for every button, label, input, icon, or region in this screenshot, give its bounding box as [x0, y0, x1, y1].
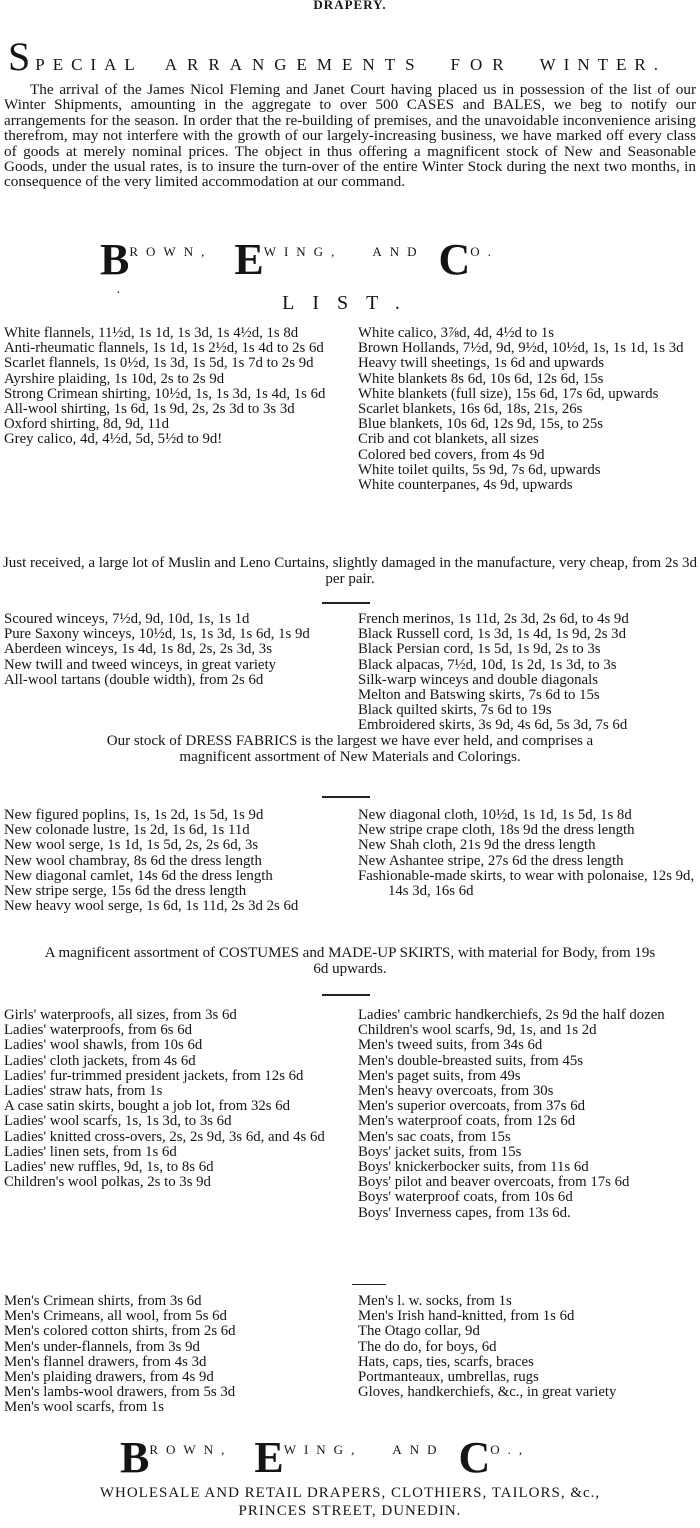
list-item: Ladies' wool shawls, from 10s 6d	[4, 1037, 203, 1054]
list-item: A case satin skirts, bought a job lot, from 32s 6d	[4, 1098, 291, 1115]
section-1-right	[358, 326, 696, 493]
list-item: New diagonal cloth, 10½d, 1s 1d, 1s 5d, 1s 8d	[358, 807, 632, 823]
headline	[8, 34, 696, 79]
footer-trades: WHOLESALE AND RETAIL DRAPERS, CLOTHIERS, TAILORS, &c.,	[99, 1485, 601, 1501]
list-item: New wool chambray, 8s 6d the dress length	[4, 852, 262, 869]
list-item: French merinos, 1s 11d, 2s 3d, 2s 6d, to 4s 9d	[358, 611, 629, 627]
firm-and: AND	[392, 1442, 445, 1457]
list-item: Men's sac coats, from 15s	[358, 1128, 511, 1145]
firm-wing: WING,	[263, 244, 343, 259]
firm-rown: ROWN,	[129, 244, 213, 259]
list-item: New stripe crape cloth, 18s 9d the dress length	[358, 822, 635, 839]
divider-rule	[322, 994, 370, 996]
list-item: Black Persian cord, 1s 5d, 1s 9d, 2s to 3s	[358, 641, 601, 658]
list-item: Men's tweed suits, from 34s 6d	[358, 1037, 543, 1054]
section-2-note: Our stock of DRESS FABRICS is the largest we have ever held, and comprises a magnificent assortment of New Materials and Colorings.	[106, 733, 594, 765]
list-item: White flannels, 11½d, 1s 1d, 1s 3d, 1s 4½d, 1s 8d	[4, 325, 299, 341]
list-item: Aberdeen winceys, 1s 4d, 1s 8d, 2s, 2s 3d, 3s	[4, 641, 272, 658]
list-item: Ladies' cambric handkerchiefs, 2s 9d the half dozen	[358, 1007, 665, 1023]
list-item: New colonade lustre, 1s 2d, 1s 6d, 1s 11d	[4, 822, 250, 839]
list-item: Blue blankets, 10s 6d, 12s 9d, 15s, to 25s	[358, 416, 603, 433]
list-item: Strong Crimean shirting, 10½d, 1s, 1s 3d, 1s 4d, 1s 6d	[4, 385, 326, 402]
list-item: Black Russell cord, 1s 3d, 1s 4d, 1s 9d, 2s 3d	[358, 626, 626, 643]
list-item: Heavy twill sheetings, 1s 6d and upwards	[358, 355, 605, 372]
firm-o: O.	[470, 244, 499, 259]
list-item: Men's paget suits, from 49s	[358, 1067, 521, 1084]
list-item: Ladies' new ruffles, 9d, 1s, to 8s 6d	[4, 1159, 214, 1176]
list-item: Men's Crimeans, all wool, from 5s 6d	[4, 1308, 227, 1325]
firm-o: O.,	[490, 1442, 531, 1457]
list-item: Men's heavy overcoats, from 30s	[358, 1083, 554, 1100]
list-item: Grey calico, 4d, 4½d, 5d, 5½d to 9d!	[4, 431, 223, 448]
list-item: White blankets 8s 6d, 10s 6d, 12s 6d, 15s	[358, 370, 604, 387]
list-item: Men's l. w. socks, from 1s	[358, 1293, 512, 1309]
list-item: Gloves, handkerchiefs, &c., in great variety	[358, 1384, 617, 1401]
list-item: The do do, for boys, 6d	[358, 1338, 497, 1355]
section-1-left	[4, 326, 344, 448]
list-item: Girls' waterproofs, all sizes, from 3s 6d	[4, 1007, 237, 1023]
list-item: Boys' pilot and beaver overcoats, from 17s 6d	[358, 1174, 630, 1191]
list-item: Men's under-flannels, from 3s 9d	[4, 1338, 200, 1355]
divider-rule	[322, 602, 370, 604]
headline-word-arrangements: ARRANGEMENTS	[164, 55, 425, 74]
list-item: Scarlet flannels, 1s 0½d, 1s 3d, 1s 5d, 1s 7d to 2s 9d	[4, 355, 314, 372]
firm-initial-b: B	[100, 235, 130, 284]
headline-word-for: FOR	[450, 55, 514, 74]
list-item: New Ashantee stripe, 27s 6d the dress length	[358, 852, 624, 869]
list-item: Men's Irish hand-knitted, from 1s 6d	[358, 1308, 575, 1325]
list-item: Children's wool polkas, 2s to 3s 9d	[4, 1174, 211, 1191]
list-item: White blankets (full size), 15s 6d, 17s 6d, upwards	[358, 385, 659, 402]
section-5-left	[4, 1294, 344, 1416]
list-item: Boys' Inverness capes, from 13s 6d.	[358, 1204, 571, 1221]
stray-dot: ·	[116, 286, 121, 301]
firm-wing: WING,	[283, 1442, 363, 1457]
list-item: New twill and tweed winceys, in great variety	[4, 656, 277, 673]
footer-address: PRINCES STREET, DUNEDIN.	[238, 1503, 462, 1519]
list-item: White calico, 3⅞d, 4d, 4½d to 1s	[358, 325, 555, 341]
list-item: White toilet quilts, 5s 9d, 7s 6d, upwards	[358, 461, 601, 478]
list-item: Fashionable-made skirts, to wear with polonaise, 12s 9d, 14s 3d, 16s 6d	[358, 867, 695, 900]
list-item: White counterpanes, 4s 9d, upwards	[358, 477, 573, 494]
list-item: Ayrshire plaiding, 1s 10d, 2s to 2s 9d	[4, 370, 225, 387]
list-item: New heavy wool serge, 1s 6d, 1s 11d, 2s 3d 2s 6d	[4, 898, 299, 915]
list-item: Children's wool scarfs, 9d, 1s, and 1s 2d	[358, 1022, 597, 1039]
list-item: Men's colored cotton shirts, from 2s 6d	[4, 1323, 236, 1340]
headline-word-winter: WINTER.	[539, 55, 666, 74]
list-item: Men's plaiding drawers, from 4s 9d	[4, 1369, 214, 1386]
firm-initial-c: C	[458, 1433, 491, 1482]
list-item: New wool serge, 1s 1d, 1s 5d, 2s, 2s 6d, 3s	[4, 837, 259, 854]
section-2-right	[358, 612, 696, 734]
list-item: Portmanteaux, umbrellas, rugs	[358, 1369, 539, 1386]
list-item: Black quilted skirts, 7s 6d to 19s	[358, 702, 552, 719]
list-item: New Shah cloth, 21s 9d the dress length	[358, 837, 596, 854]
list-item: Men's double-breasted suits, from 45s	[358, 1052, 583, 1069]
section-3-note: A magnificent assortment of COSTUMES and MADE-UP SKIRTS, with material for Body, from 19s 6d upwards.	[44, 945, 656, 977]
firm-initial-b: B	[120, 1433, 150, 1482]
list-item: Brown Hollands, 7½d, 9d, 9½d, 10½d, 1s, 1s 1d, 1s 3d	[358, 340, 684, 357]
list-item: Ladies' straw hats, from 1s	[4, 1083, 163, 1100]
firm-name-bottom	[120, 1433, 680, 1482]
section-4-left	[4, 1008, 344, 1190]
list-item: Boys' jacket suits, from 15s	[358, 1143, 522, 1160]
firm-initial-e: E	[234, 235, 264, 284]
list-item: New diagonal camlet, 14s 6d the dress length	[4, 867, 273, 884]
list-item: Embroidered skirts, 3s 9d, 4s 6d, 5s 3d, 7s 6d	[358, 717, 628, 734]
list-item: Ladies' waterproofs, from 6s 6d	[4, 1022, 192, 1039]
list-item: Men's Crimean shirts, from 3s 6d	[4, 1293, 202, 1309]
list-item: Boys' waterproof coats, from 10s 6d	[358, 1189, 573, 1206]
list-item: Ladies' cloth jackets, from 4s 6d	[4, 1052, 196, 1069]
list-item: Men's superior overcoats, from 37s 6d	[358, 1098, 586, 1115]
list-item: Ladies' fur-trimmed president jackets, from 12s 6d	[4, 1067, 304, 1084]
list-item: Men's lambs-wool drawers, from 5s 3d	[4, 1384, 236, 1401]
list-item: Ladies' linen sets, from 1s 6d	[4, 1143, 177, 1160]
list-item: Hats, caps, ties, scarfs, braces	[358, 1353, 534, 1370]
list-item: New stripe serge, 15s 6d the dress length	[4, 883, 247, 900]
list-item: Men's flannel drawers, from 4s 3d	[4, 1353, 207, 1370]
section-3-left	[4, 808, 344, 914]
firm-and: AND	[372, 244, 425, 259]
list-item: Ladies' wool scarfs, 1s, 1s 3d, to 3s 6d	[4, 1113, 232, 1130]
list-item: The Otago collar, 9d	[358, 1323, 480, 1340]
category-heading: DRAPERY.	[313, 0, 387, 12]
list-item: Anti-rheumatic flannels, 1s 1d, 1s 2½d, 1s 4d to 2s 6d	[4, 340, 324, 357]
firm-rown: ROWN,	[149, 1442, 233, 1457]
divider-rule	[322, 796, 370, 798]
list-item: Melton and Batswing skirts, 7s 6d to 15s	[358, 687, 600, 704]
list-item: Men's waterproof coats, from 12s 6d	[358, 1113, 576, 1130]
list-item: Scoured winceys, 7½d, 9d, 10d, 1s, 1s 1d	[4, 611, 250, 627]
list-item: Pure Saxony winceys, 10½d, 1s, 1s 3d, 1s 6d, 1s 9d	[4, 626, 310, 643]
section-5-right	[358, 1294, 696, 1400]
firm-initial-c: C	[438, 235, 471, 284]
section-3-right	[358, 808, 696, 899]
firm-name-top	[100, 235, 660, 284]
headline-initial: S	[8, 34, 32, 79]
divider-rule-short	[352, 1284, 386, 1285]
firm-initial-e: E	[254, 1433, 284, 1482]
list-item: Silk-warp winceys and double diagonals	[358, 671, 598, 688]
list-item: Boys' knickerbocker suits, from 11s 6d	[358, 1159, 589, 1176]
list-item: All-wool shirting, 1s 6d, 1s 9d, 2s, 2s 3d to 3s 3d	[4, 401, 295, 418]
list-item: Ladies' knitted cross-overs, 2s, 2s 9d, 3s 6d, and 4s 6d	[4, 1128, 325, 1145]
section-4-right	[358, 1008, 696, 1221]
list-item: Oxford shirting, 8d, 9d, 11d	[4, 416, 170, 433]
section-1-note: Just received, a large lot of Muslin and Leno Curtains, slightly damaged in the manufacture, very cheap, from 2s 3d per pair.	[2, 555, 698, 587]
section-2-left	[4, 612, 344, 688]
list-item: Colored bed covers, from 4s 9d	[358, 446, 545, 463]
list-item: New figured poplins, 1s, 1s 2d, 1s 5d, 1s 9d	[4, 807, 264, 823]
list-title: LIST.	[282, 292, 418, 314]
intro-paragraph: The arrival of the James Nicol Fleming and Janet Court having placed us in possession of the list of our Winter Shipments, amounting in the aggregate to over 500 CASES and BALES, we beg to notify our arrangements for the season. In order that the re-building of premises, and the unavoidable inconvenience arising therefrom, may not interfere with the growth of our largely-increasing business, we have marked off every class of goods at merely nominal prices. The object in thus offering a magnificent stock of New and Seasonable Goods, under the usual rates, is to insure the turn-over of the entire Winter Stock during the next two months, in consequence of the very limited accommodation at our command.	[4, 81, 696, 191]
list-item: Men's wool scarfs, from 1s	[4, 1399, 165, 1416]
list-item: Black alpacas, 7½d, 10d, 1s 2d, 1s 3d, to 3s	[358, 656, 617, 673]
headline-word-special: PECIAL	[35, 55, 143, 74]
list-item: Crib and cot blankets, all sizes	[358, 431, 539, 448]
list-item: All-wool tartans (double width), from 2s 6d	[4, 671, 264, 688]
list-item: Scarlet blankets, 16s 6d, 18s, 21s, 26s	[358, 401, 583, 418]
